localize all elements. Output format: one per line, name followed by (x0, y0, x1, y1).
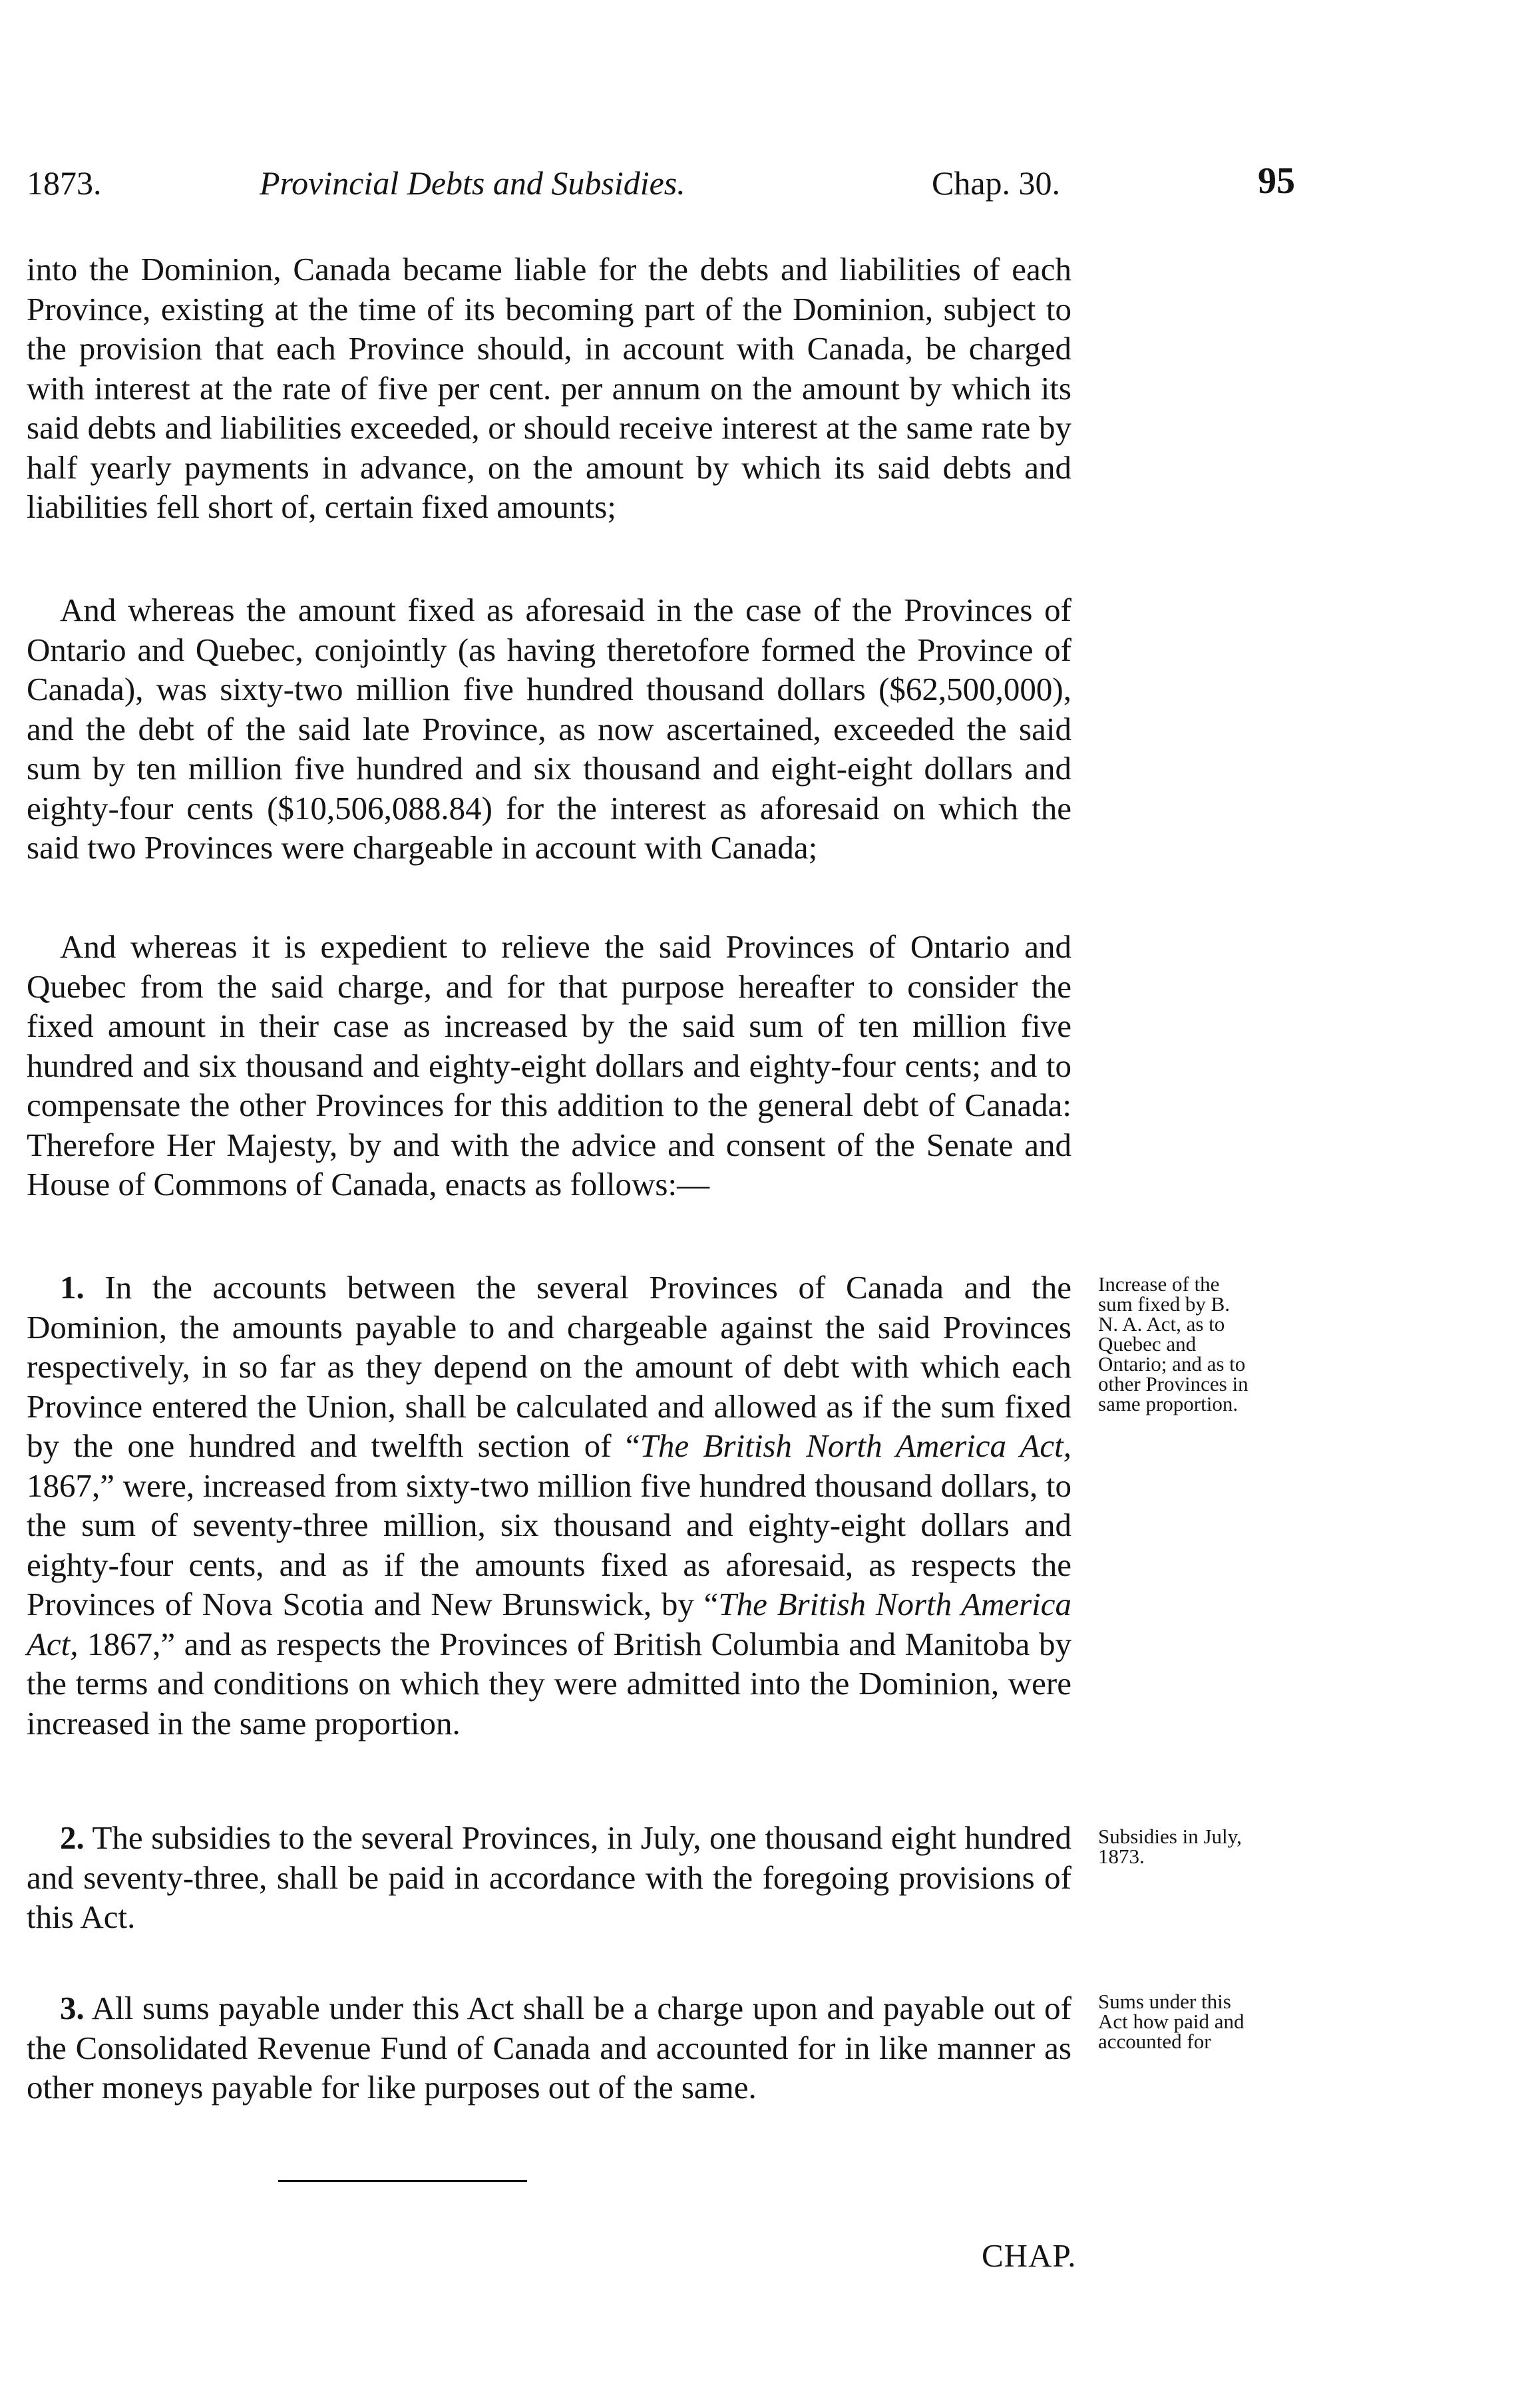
end-rule (278, 2180, 527, 2182)
section-1-text-a: In the accounts between the several Provinces of Canada and the Dominion, the amounts payable to and chargeable against the said Provinces respectively, in so far as they depend on the amount of debt with which each Province entered the Union, shall be calculated and allowed as if the sum fixed by the one hundred and twelfth section of “ (27, 1269, 1071, 1464)
section-2-text: The subsidies to the several Provinces, in July, one thousand eight hundred and seventy-three, shall be paid in accordance with the foregoing provisions of this Act. (27, 1819, 1071, 1935)
header-year: 1873. (27, 164, 102, 202)
section-1-act-name-a: The British North America Act, (640, 1427, 1072, 1464)
section-3-margin-note: Sums under this Act how paid and accounted for (1098, 1990, 1245, 2053)
section-1-act-name-b: The British North America Act, (27, 1586, 1072, 1662)
catchword: CHAP. (982, 2237, 1077, 2274)
section-1 (27, 1268, 1071, 1743)
preamble-paragraph-3: And whereas it is expedient to relieve the said Provinces of Ontario and Quebec from the said charge, and for that purpose hereafter to consider the fixed amount in their case as increased by the said sum of ten million five hundred and six thousand and eighty-eight dollars and eighty-four cents; and to compensate the other Provinces for this addition to the general debt of Canada: Therefore Her Majesty, by and with the advice and consent of the Senate and House of Commons of Canada, enacts as follows:— (27, 928, 1071, 1202)
section-2-margin-note: Subsidies in July, 1873. (1098, 1825, 1242, 1868)
header-title: Provincial Debts and Subsidies. (260, 164, 685, 202)
section-1-text-b: 1867,” were, increased from sixty-two million five hundred thousand dollars, to the sum of seventy-three million, six thousand and eighty-eight dollars and eighty-four cents, and as if the amounts fixed as aforesaid, as respects the Provinces of Nova Scotia and New Brunswick, by “ (27, 1467, 1071, 1622)
preamble-paragraph-2: And whereas the amount fixed as aforesaid in the case of the Provinces of Ontario and Quebec, conjointly (as having theretofore formed the Province of Canada), was sixty-two million five hundred thousand dollars ($62,500,000), and the debt of the said late Province, as now ascertained, exceeded the said sum by ten million five hundred and six thousand and eight-eight dollars and eighty-four cents ($10,506,088.84) for the interest as aforesaid on which the said two Provinces were chargeable in account with Canada; (27, 592, 1071, 866)
section-1-text-c: 1867,” and as respects the Provinces of British Columbia and Manitoba by the terms and conditions on which they were admitted into the Dominion, were increased in the same proportion. (27, 1625, 1071, 1741)
running-header (27, 160, 1295, 217)
preamble-paragraph-1: into the Dominion, Canada became liable for the debts and liabilities of each Province, existing at the time of its becoming part of the Dominion, subject to the provision that each Province should, in account with Canada, be charged with interest at the rate of five per cent. per annum on the amount by which its said debts and liabilities exceeded, or should receive interest at the same rate by half yearly payments in advance, on the amount by which its said debts and liabilities fell short of, certain fixed amounts; (27, 251, 1071, 525)
page-number: 95 (1258, 160, 1295, 202)
section-3-number: 3. (60, 1990, 85, 2026)
section-2-number: 2. (60, 1819, 85, 1856)
section-2 (27, 1818, 1071, 1937)
section-3-text: All sums payable under this Act shall be a charge upon and payable out of the Consolidated Revenue Fund of Canada and accounted for in like manner as other moneys payable for like purposes out of the same. (27, 1990, 1071, 2106)
header-chapter: Chap. 30. (932, 164, 1061, 202)
section-1-number: 1. (60, 1269, 85, 1306)
section-3 (27, 1988, 1071, 2107)
section-1-margin-note: Increase of the sum fixed by B. N. A. Act, as to Quebec and Ontario; and as to other Provinces in same proportion. (1098, 1272, 1249, 1415)
